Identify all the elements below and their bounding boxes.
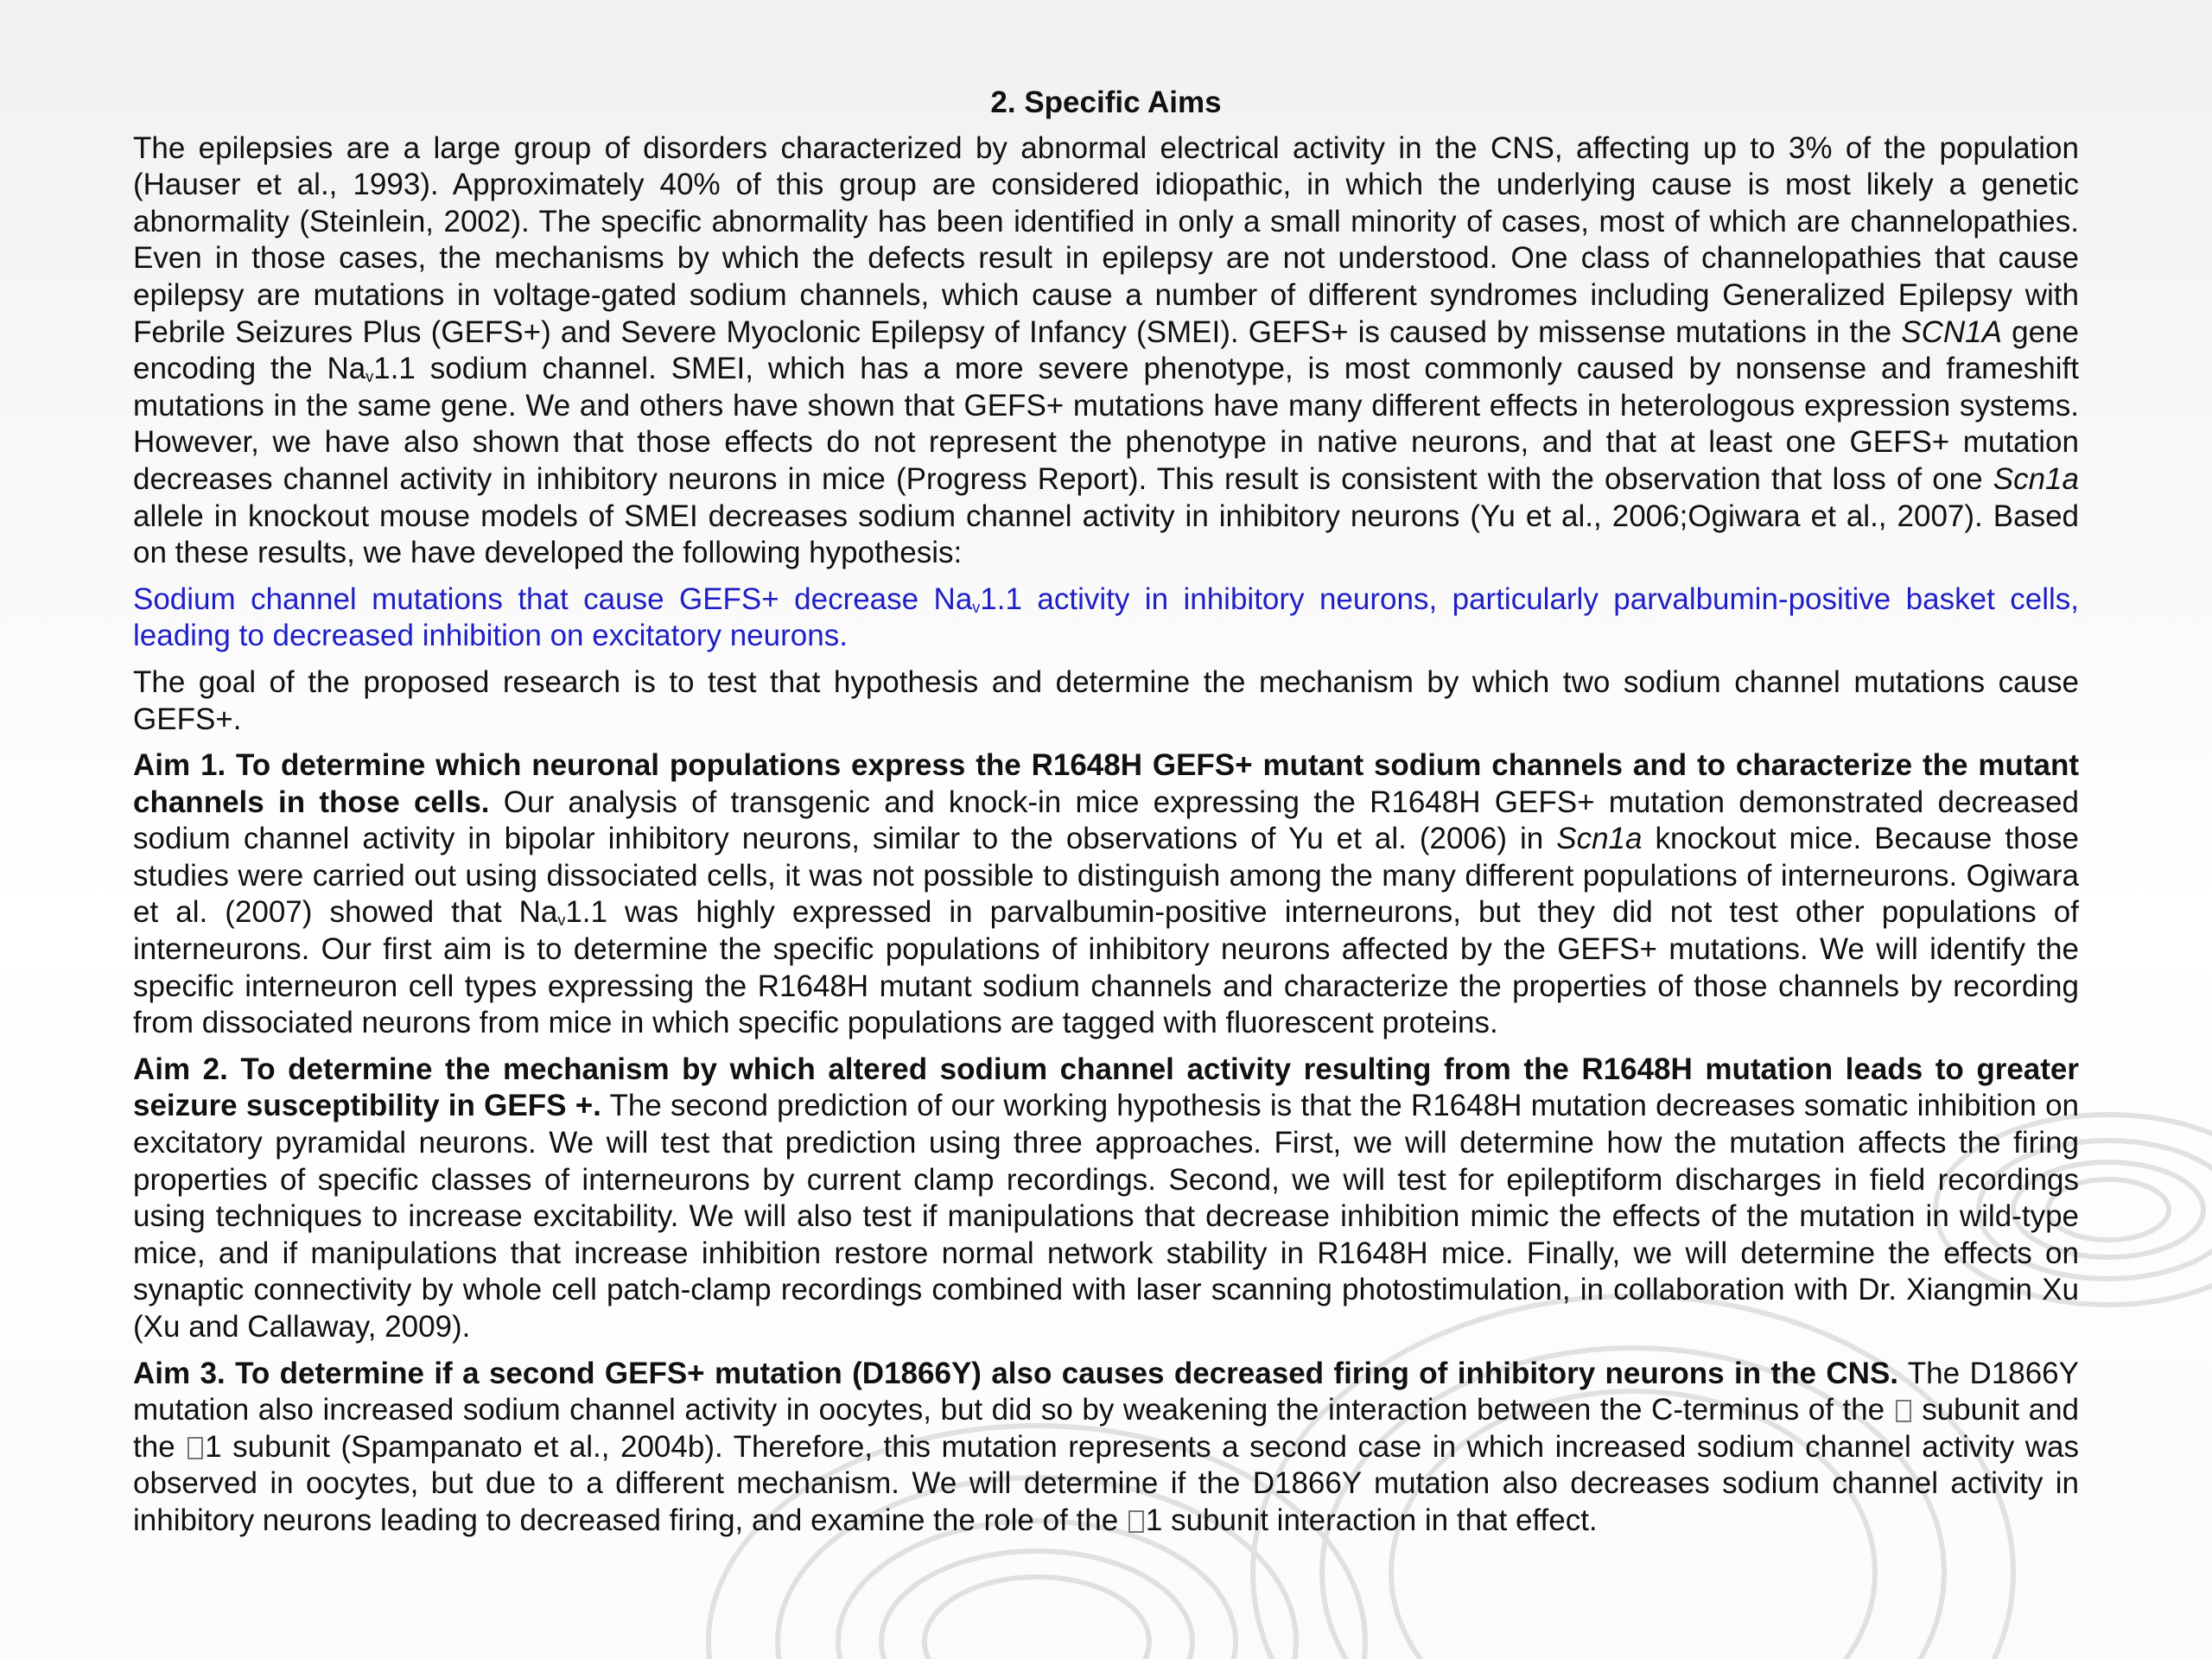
aim2-body: The second prediction of our working hypothesis is that the R1648H mutation decreases somatic inhibition on excitatory pyramidal neurons. We will test that prediction using three approaches. First, we will determine how the mutation affects the firing properties of specific classes of interneurons by current clamp recordings. Second, we will test for epileptiform discharges in field recordings using techniques to increase excitability. We will also test if manipulations that decrease inhibition mimic the effects of the mutation in wild-type mice, and if manipulations that increase inhibition restore normal network stability in R1648H mice. Finally, we will determine the effects on synaptic connectivity by whole cell patch-clamp recordings combined with laser scanning photostimulation, in collaboration with Dr. Xiangmin Xu (Xu and Callaway, 2009). [133,1089,2079,1344]
aim3-heading: Aim 3. To determine if a second GEFS+ mutation (D1866Y) also causes decreased firing of inhibitory neurons in the CNS. [133,1356,1899,1390]
aim3-text-1: The D1866Y mutation also increased sodium channel activity in oocytes, but did so by weakening the interaction between the C-terminus of the [133,1356,2079,1427]
intro-text-3: 1.1 sodium channel. SMEI, which has a more severe phenotype, is most commonly caused by nonsense and frameshift mutations in the same gene. We and others have shown that GEFS+ mutations have many different effects in heterologous expression systems. However, we have also shown that those effects do not represent the phenotype in native neurons, and that at least one GEFS+ mutation decreases channel activity in inhibitory neurons in mice (Progress Report). This result is consistent with the observation that loss of one [133,352,2079,496]
aim2-paragraph [133,1052,2079,1346]
subscript-v: v [557,912,566,930]
aim3-text-2: subunit and the [133,1393,2079,1464]
hypothesis-text-2: 1.1 activity in inhibitory neurons, particularly parvalbumin-positive basket cells, leading to decreased inhibition on excitatory neurons. [133,582,2079,653]
intro-paragraph [133,130,2079,572]
scn1a-gene: SCN1A [1901,315,2002,349]
missing-glyph-icon [1128,1510,1144,1533]
aim1-text-2: knockout mice. Because those studies were carried out using dissociated cells, it was not possible to distinguish among the many different populations of interneurons. Ogiwara et al. (2007) showed that Na [133,822,2079,930]
missing-glyph-icon [1896,1400,1911,1422]
aim3-text-4: 1 subunit interaction in that effect. [1145,1503,1598,1537]
hypothesis-paragraph [133,582,2079,655]
scn1a-allele: Scn1a [1993,461,2079,496]
aim1-text-1: Our analysis of transgenic and knock-in mice expressing the R1648H GEFS+ mutation demonstrated decreased sodium channel activity in bipolar inhibitory neurons, similar to the observations of Yu et al. (2006) in [133,785,2079,856]
aim3-text-3: 1 subunit (Spampanato et al., 2004b). Therefore, this mutation represents a second case in which increased sodium channel activity was observed in oocytes, but due to a different mechanism. We will determine if the D1866Y mutation also decreases sodium channel activity in inhibitory neurons leading to decreased firing, and examine the role of the [133,1429,2079,1537]
aim1-text-3: 1.1 was highly expressed in parvalbumin-positive interneurons, but they did not test other populations of interneurons. Our first aim is to determine the specific populations of inhibitory neurons affected by the GEFS+ mutations. We will identify the specific interneuron cell types expressing the R1648H mutant sodium channels and characterize the properties of those channels by recording from dissociated neurons from mice in which specific populations are tagged with fluorescent proteins. [133,895,2079,1040]
hypothesis-text-1: Sodium channel mutations that cause GEFS+ decrease Na [133,582,973,616]
aim1-paragraph [133,747,2079,1042]
subscript-v: v [365,368,374,386]
section-title: 2. Specific Aims [990,86,1222,119]
missing-glyph-icon [188,1437,203,1459]
aim3-paragraph [133,1356,2079,1540]
subscript-v: v [972,598,981,616]
intro-text-1: The epilepsies are a large group of disorders characterized by abnormal electrical activity in the CNS, affecting up to 3% of the population (Hauser et al., 1993). Approximately 40% of this group are considered idiopathic, in which the underlying cause is most likely a genetic abnormality (Steinlein, 2002). The specific abnormality has been identified in only a small minority of cases, most of which are channelopathies. Even in those cases, the mechanisms by which the defects result in epilepsy are not understood. One class of channelopathies that cause epilepsy are mutations in voltage-gated sodium channels, which cause a number of different syndromes including Generalized Epilepsy with Febrile Seizures Plus (GEFS+) and Severe Myoclonic Epilepsy of Infancy (SMEI). GEFS+ is caused by missense mutations in the [133,130,2079,349]
scn1a-gene: Scn1a [1556,822,1643,856]
intro-text-4: allele in knockout mouse models of SMEI decreases sodium channel activity in inhibitory neurons (Yu et al., 2006;Ogiwara et al., 2007). Based on these results, we have developed the following hypothesis: [133,499,2079,570]
intro-text-2: gene encoding the Na [133,315,2079,386]
aim1-heading: Aim 1. To determine which neuronal populations express the R1648H GEFS+ mutant sodium channels and to characterize the mutant channels in those cells. [133,748,2079,819]
aim2-heading: Aim 2. To determine the mechanism by which altered sodium channel activity resulting from the R1648H mutation leads to greater seizure susceptibility in GEFS +. [133,1052,2079,1123]
specific-aims-page [133,85,2079,1549]
goal-paragraph: The goal of the proposed research is to test that hypothesis and determine the mechanism by which two sodium channel mutations cause GEFS+. [133,664,2079,736]
